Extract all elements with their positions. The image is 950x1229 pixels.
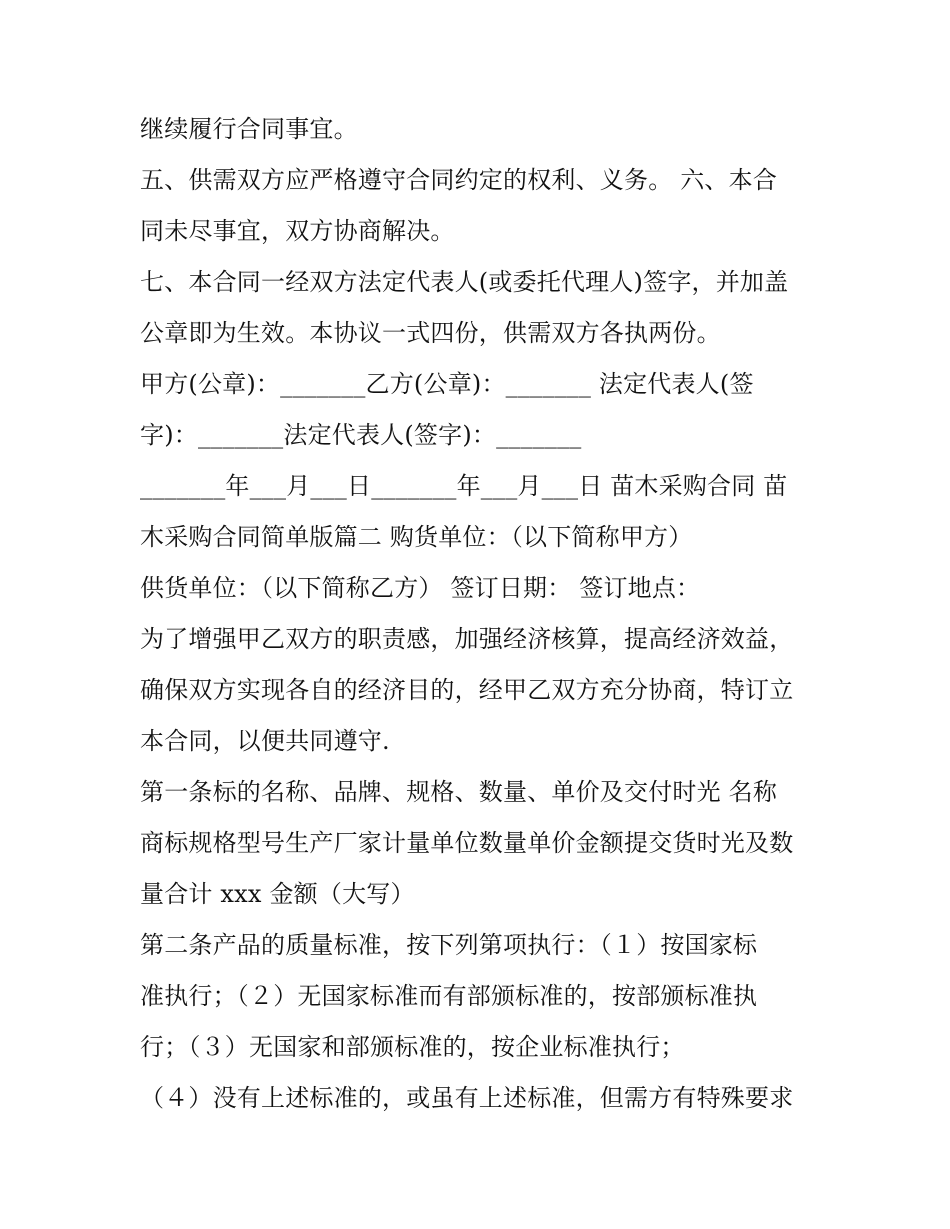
text-line: _______年___月___日_______年___月___日 苗木采购合同 苗: [140, 472, 788, 500]
text-line: 同未尽事宜，双方协商解决。: [140, 217, 455, 245]
text-line: 七、本合同一经双方法定代表人(或委托代理人)签字，并加盖: [140, 268, 789, 296]
text-line: （４）没有上述标准的，或虽有上述标准，但需方有特殊要求: [140, 1084, 794, 1112]
text-line: 木采购合同简单版篇二 购货单位：（以下简称甲方）: [140, 523, 693, 551]
text-line: 量合计 xxx 金额（大写）: [140, 880, 415, 908]
text-line: 字)：_______法定代表人(签字)：_______: [140, 421, 582, 449]
text-line: 继续履行合同事宜。: [140, 115, 358, 143]
document-body: [140, 104, 820, 1124]
text-line: 为了增强甲乙双方的职责感，加强经济核算，提高经济效益，: [140, 625, 794, 653]
text-line: 本合同，以便共同遵守.: [140, 727, 390, 755]
text-line: 第二条产品的质量标准，按下列第项执行：（１）按国家标: [140, 931, 758, 959]
text-line: 准执行；（２）无国家标准而有部颁标准的，按部颁标准执: [140, 982, 758, 1010]
text-line: 五、供需双方应严格遵守合同约定的权利、义务。 六、本合: [140, 166, 778, 194]
text-line: 供货单位：（以下简称乙方） 签订日期： 签订地点：: [140, 574, 701, 602]
text-line: 商标规格型号生产厂家计量单位数量单价金额提交货时光及数: [140, 829, 794, 857]
text-line: 确保双方实现各自的经济目的，经甲乙双方充分协商，特订立: [140, 676, 794, 704]
text-line: 公章即为生效。本协议一式四份，供需双方各执两份。: [140, 319, 721, 347]
text-line: 行；（３）无国家和部颁标准的，按企业标准执行；: [140, 1033, 685, 1061]
text-line: 第一条标的名称、品牌、规格、数量、单价及交付时光 名称: [140, 778, 778, 806]
text-line: 甲方(公章)：_______乙方(公章)：_______ 法定代表人(签: [140, 370, 754, 398]
